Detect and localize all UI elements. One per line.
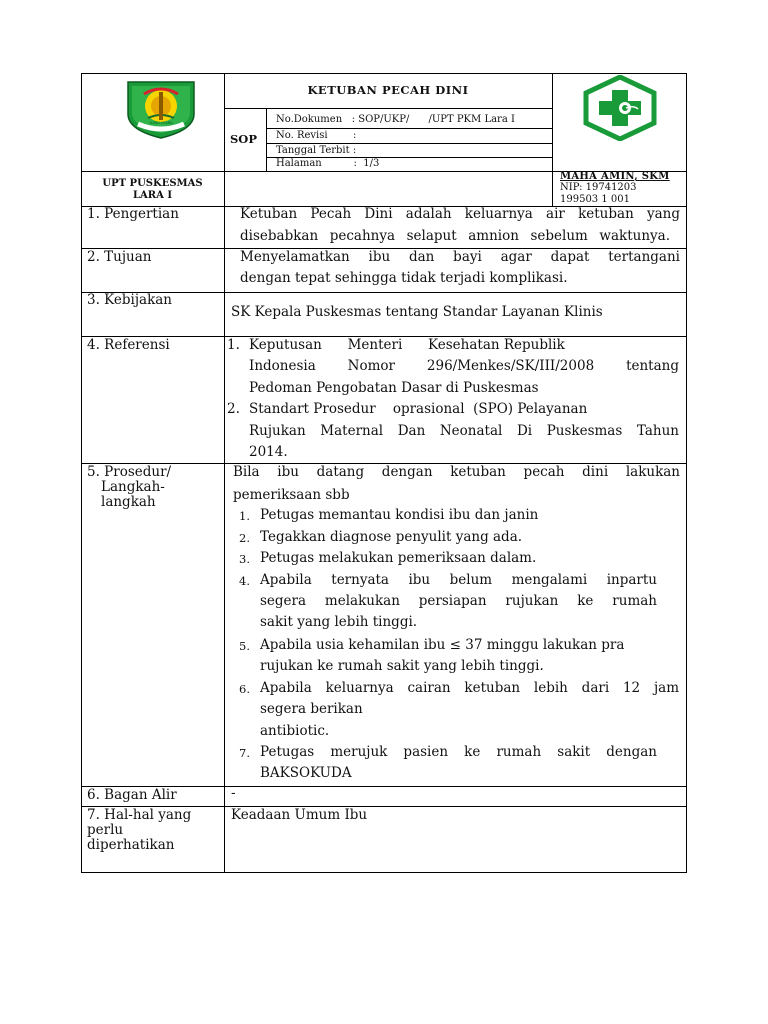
prosedur-step-5-num: 5.	[239, 639, 250, 653]
regency-logo-icon	[124, 80, 198, 140]
prosedur-step-6-line1: Apabila keluarnya cairan ketuban lebih dari 12 jam	[260, 680, 679, 696]
issue-date: Tanggal Terbit :	[276, 145, 357, 156]
prosedur-step-1-line1: Petugas memantau kondisi ibu dan janin	[260, 507, 539, 523]
section-label-referensi: 4. Referensi	[87, 337, 170, 353]
prosedur-step-7-line2: BAKSOKUDA	[260, 765, 352, 781]
bagan-alir-text: -	[231, 785, 236, 801]
prosedur-step-4-line1: Apabila ternyata ibu belum mengalami inpartu	[260, 572, 657, 588]
unit-name-line2: LARA I	[132, 190, 173, 201]
header-line-1	[266, 128, 553, 129]
section-label-prosedur-line2: Langkah-	[101, 479, 165, 495]
prosedur-step-7-num: 7.	[239, 746, 250, 760]
header-divider-sop	[266, 108, 267, 171]
referensi-item-2-line2: Rujukan Maternal Dan Neonatal Di Puskesmas Tahun	[249, 423, 679, 439]
prosedur-step-7-line1: Petugas merujuk pasien ke rumah sakit dengan	[260, 744, 657, 760]
referensi-item-1-line2: Indonesia Nomor 296/Menkes/SK/III/2008 tentang	[249, 358, 679, 374]
official-nip-line2: 199503 1 001	[560, 194, 630, 205]
prosedur-intro-line2: pemeriksaan sbb	[233, 487, 350, 503]
sop-label: SOP	[230, 132, 257, 146]
section-label-prosedur-line3: langkah	[101, 494, 156, 510]
prosedur-step-4-num: 4.	[239, 574, 250, 588]
header-line-2	[266, 143, 553, 144]
section-label-hal-hal-line2: perlu	[87, 822, 124, 838]
prosedur-step-4-line3: sakit yang lebih tinggi.	[260, 614, 418, 630]
prosedur-step-5-line2: rujukan ke rumah sakit yang lebih tinggi.	[260, 658, 544, 674]
revision-number: No. Revisi :	[276, 130, 357, 141]
section-label-tujuan: 2. Tujuan	[87, 249, 152, 265]
table-border-bottom	[81, 872, 687, 873]
prosedur-step-2-num: 2.	[239, 531, 250, 545]
prosedur-intro-line1: Bila ibu datang dengan ketuban pecah dini lakukan	[233, 464, 680, 480]
section-label-bagan-alir: 6. Bagan Alir	[87, 787, 177, 803]
section-label-kebijakan: 3. Kebijakan	[87, 292, 173, 308]
section-label-hal-hal-line1: 7. Hal-hal yang	[87, 807, 192, 823]
hal-hal-text: Keadaan Umum Ibu	[231, 807, 368, 823]
official-name: MAHA AMIN, SKM	[560, 171, 670, 182]
logo-ribbon-text: LUWU UTARA	[149, 121, 173, 125]
referensi-item-2-line3: 2014.	[249, 444, 288, 460]
prosedur-step-6-line2: segera berikan	[260, 701, 363, 717]
kebijakan-text: SK Kepala Puskesmas tentang Standar Layanan Klinis	[231, 304, 603, 320]
document-title: KETUBAN PECAH DINI	[307, 83, 469, 97]
prosedur-step-3-line1: Petugas melakukan pemeriksaan dalam.	[260, 550, 537, 566]
prosedur-step-4-line2: segera melakukan persiapan rujukan ke rumah	[260, 593, 657, 609]
column-divider	[224, 73, 225, 873]
section-label-hal-hal-line3: diperhatikan	[87, 837, 175, 853]
prosedur-step-1-num: 1.	[239, 509, 250, 523]
section-label-prosedur-line1: 5. Prosedur/	[87, 464, 172, 480]
referensi-item-1-line3: Pedoman Pengobatan Dasar di Puskesmas	[249, 380, 539, 396]
prosedur-step-2-line1: Tegakkan diagnose penyulit yang ada.	[260, 529, 523, 545]
header-divider-right	[552, 73, 553, 206]
referensi-item-1-line1: Keputusan Menteri Kesehatan Republik	[249, 337, 565, 353]
page-number: Halaman : 1/3	[276, 158, 380, 169]
unit-name-line1: UPT PUSKESMAS	[102, 178, 203, 189]
prosedur-step-5-line1: Apabila usia kehamilan ibu ≤ 37 minggu lakukan pra	[260, 637, 625, 653]
prosedur-step-3-num: 3.	[239, 552, 250, 566]
tujuan-line1: Menyelamatkan ibu dan bayi agar dapat tertangani	[240, 249, 680, 265]
prosedur-step-6-line3: antibiotic.	[260, 723, 330, 739]
official-nip-line1: NIP: 19741203	[560, 182, 637, 193]
pengertian-line1: Ketuban Pecah Dini adalah keluarnya air ketuban yang	[240, 206, 680, 222]
referensi-item-1-num: 1.	[227, 337, 240, 353]
prosedur-step-6-num: 6.	[239, 682, 250, 696]
header-line-title	[224, 108, 553, 109]
section-label-pengertian: 1. Pengertian	[87, 206, 179, 222]
pengertian-line2: disebabkan pecahnya selaput amnion sebelum waktunya.	[240, 228, 670, 244]
referensi-item-2-num: 2.	[227, 401, 240, 417]
referensi-item-2-line1: Standart Prosedur oprasional (SPO) Pelayanan	[249, 401, 588, 417]
table-border-right	[686, 73, 687, 873]
tujuan-line2: dengan tepat sehingga tidak terjadi komplikasi.	[240, 270, 568, 286]
puskesmas-logo-icon	[582, 75, 658, 141]
table-border-top	[81, 73, 687, 74]
doc-number: No.Dokumen : SOP/UKP/ /UPT PKM Lara I	[276, 114, 515, 125]
